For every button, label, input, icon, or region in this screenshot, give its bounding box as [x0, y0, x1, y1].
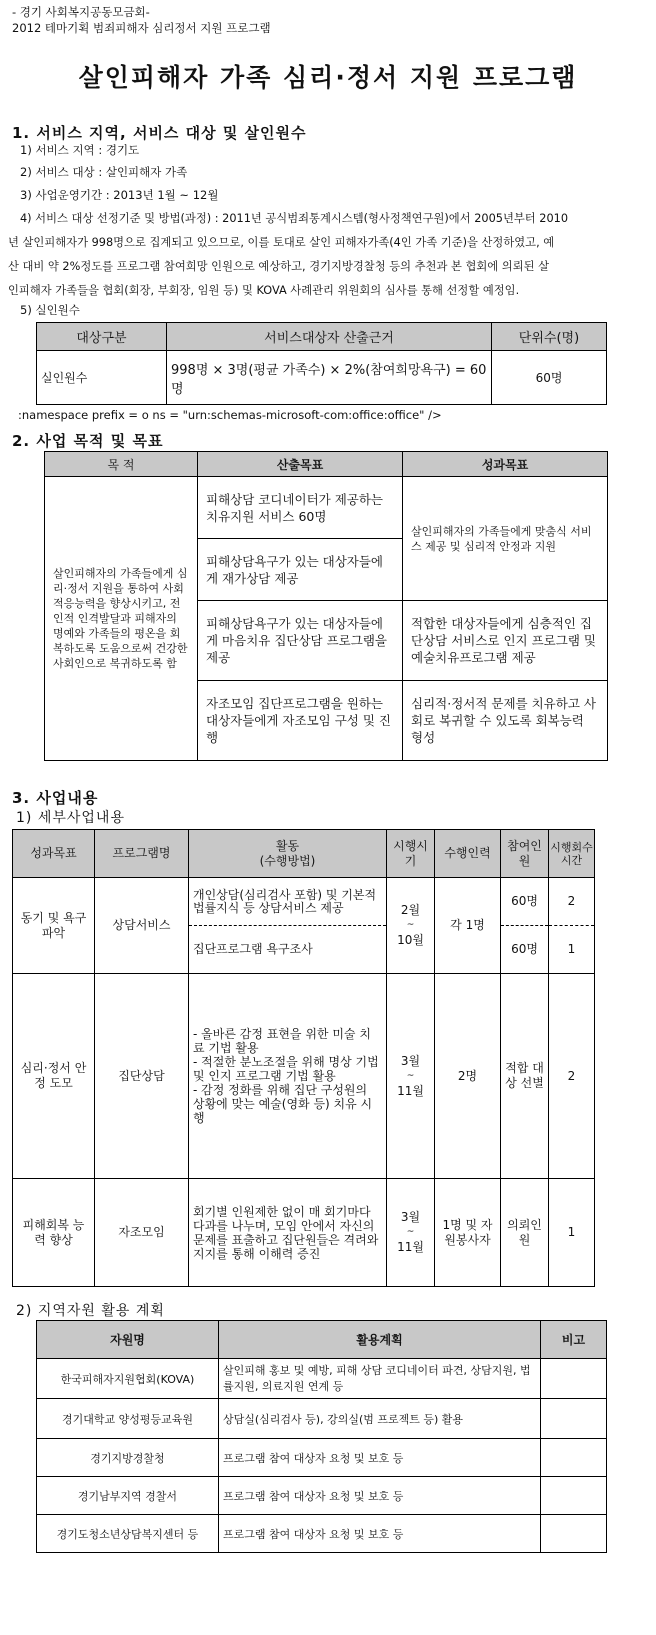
resource-plan: 프로그램 참여 대상자 요청 및 보호 등	[219, 1515, 541, 1553]
staff-cell: 2명	[435, 974, 501, 1179]
activity-cell: 집단프로그램 욕구조사	[189, 926, 387, 974]
output-goal: 피해상담욕구가 있는 대상자들에게 마음치유 집단상담 프로그램을 제공	[198, 601, 403, 681]
header-line-2: 2012 테마기획 범죄피해자 심리정서 지원 프로그램	[12, 21, 271, 35]
resource-name: 경기대학교 양성평등교육원	[37, 1399, 219, 1439]
table-header: 목 적	[45, 452, 198, 477]
table-header: 비고	[541, 1321, 607, 1359]
table-cell: 998명 × 3명(평균 가족수) × 2%(참여희망욕구) = 60명	[167, 351, 492, 405]
time-separator: ~	[406, 1227, 415, 1237]
activity-cell: 개인상담(심리검사 포함) 및 기본적 법률지식 등 상담서비스 제공	[189, 878, 387, 926]
page-title: 살인피해자 가족 심리·정서 지원 프로그램	[78, 63, 578, 92]
people-cell: 60명	[501, 926, 549, 974]
program-table	[12, 829, 595, 1287]
goal-cell: 피해회복 능력 향상	[13, 1179, 95, 1287]
table-header: 자원명	[37, 1321, 219, 1359]
table-header: 성과목표	[13, 830, 95, 878]
resource-plan: 프로그램 참여 대상자 요청 및 보호 등	[219, 1477, 541, 1515]
goals-table	[44, 451, 608, 761]
activity-header: 활동	[275, 838, 300, 853]
table-header: 대상구분	[37, 323, 167, 351]
program-cell: 집단상담	[95, 974, 189, 1179]
section-1-item-4-line: 년 살인피해자가 998명으로 집계되고 있으므로, 이를 토대로 살인 피해자가족(4인 가족 기준)을 산정하였고, 예	[8, 236, 555, 249]
resource-plan: 프로그램 참여 대상자 요청 및 보호 등	[219, 1439, 541, 1477]
time-start: 3월	[400, 1210, 421, 1224]
section-3-sub-1: 1) 세부사업내용	[16, 810, 125, 826]
table-header: 성과목표	[403, 452, 608, 477]
output-goal: 자조모임 집단프로그램을 원하는 대상자들에게 자조모임 구성 및 진행	[198, 681, 403, 761]
resource-name: 경기남부지역 경찰서	[37, 1477, 219, 1515]
section-1-item-4-line: 인피해자 가족들을 협회(회장, 부회장, 임원 등) 및 KOVA 사례관리 위원회의 심사를 통해 선정할 예정임.	[8, 284, 520, 297]
section-1-item-4: 4) 서비스 대상 선정기준 및 방법(과정) : 2011년 공식범죄통계시스템(형사정책연구원)에서 2005년부터 2010	[20, 212, 569, 225]
program-cell: 자조모임	[95, 1179, 189, 1287]
purpose-cell: 살인피해자의 가족들에게 심리·정서 지원을 통하여 사회적응능력을 향상시키고, 전인적 인격발달과 피해자의 명예와 가족들의 평온을 회복하도록 도움으로써 건강한 사회인으로 복귀하도록 함	[45, 477, 198, 761]
time-end: 11월	[397, 1240, 424, 1254]
count-cell: 2	[549, 878, 595, 926]
people-cell: 적합 대상 선별	[501, 974, 549, 1179]
section-2-heading: 2. 사업 목적 및 목표	[12, 432, 164, 450]
table-header: 단위수(명)	[492, 323, 607, 351]
section-1-item: 3) 사업운영기간 : 2013년 1월 ~ 12월	[20, 188, 219, 202]
time-start: 3월	[400, 1053, 421, 1068]
resource-name: 경기도청소년상담복지센터 등	[37, 1515, 219, 1553]
resource-plan: 상담실(심리검사 등), 강의실(범 프로젝트 등) 활용	[219, 1399, 541, 1439]
time-cell	[387, 974, 435, 1179]
table-header: 참여인원	[501, 830, 549, 878]
goal-cell: 심리·정서 안정 도모	[13, 974, 95, 1179]
count-cell: 2	[549, 974, 595, 1179]
table-header	[189, 830, 387, 878]
section-1-item-4-line: 산 대비 약 2%정도를 프로그램 참여희망 인원으로 예상하고, 경기지방경찰청 등의 추천과 본 협회에 의뢰된 살	[8, 260, 550, 273]
resource-plan: 살인피해 홍보 및 예방, 피해 상담 코디네이터 파견, 상담지원, 법률지원, 의료지원 연계 등	[219, 1359, 541, 1399]
table-header: 시행회수시간	[549, 830, 595, 878]
resource-note	[541, 1359, 607, 1399]
time-cell	[387, 878, 435, 974]
table-header: 시행시기	[387, 830, 435, 878]
outcome-goal: 적합한 대상자들에게 심층적인 집단상담 서비스로 인지 프로그램 및 예술치유프로그램 제공	[403, 601, 608, 681]
staff-cell: 각 1명	[435, 878, 501, 974]
output-goal: 피해상담 코디네이터가 제공하는 치유지원 서비스 60명	[198, 477, 403, 539]
outcome-goal: 심리적·정서적 문제를 치유하고 사회로 복귀할 수 있도록 회복능력 형성	[403, 681, 608, 761]
activity-cell: 회기별 인원제한 없이 매 회기마다 다과를 나누며, 모임 안에서 자신의 문제를 표출하고 집단원들은 격려와 지지를 통해 이해력 증진	[189, 1179, 387, 1287]
section-3-heading: 3. 사업내용	[12, 789, 99, 807]
time-separator: ~	[406, 920, 415, 930]
resources-table	[36, 1320, 607, 1553]
program-cell: 상담서비스	[95, 878, 189, 974]
count-cell: 1	[549, 926, 595, 974]
count-cell: 1	[549, 1179, 595, 1287]
table-header: 서비스대상자 산출근거	[167, 323, 492, 351]
activity-cell: - 올바른 감정 표현을 위한 미술 치료 기법 활용 - 적절한 분노조절을 위해 명상 기법 및 인지 프로그램 기법 활용 - 감정 정화를 위해 집단 구성원의 상황에 맞는 예술(영화 등) 치유 시행	[189, 974, 387, 1179]
table-header: 활용계획	[219, 1321, 541, 1359]
section-1-item: 2) 서비스 대상 : 살인피해자 가족	[20, 165, 188, 179]
resource-note	[541, 1515, 607, 1553]
headcount-table	[36, 322, 607, 405]
table-header: 수행인력	[435, 830, 501, 878]
table-cell: 실인원수	[37, 351, 167, 405]
section-3-sub-2: 2) 지역자원 활용 계획	[16, 1303, 165, 1319]
resource-note	[541, 1399, 607, 1439]
table-header: 프로그램명	[95, 830, 189, 878]
section-1-item-5: 5) 실인원수	[20, 303, 80, 317]
time-cell	[387, 1179, 435, 1287]
people-cell: 60명	[501, 878, 549, 926]
resource-name: 한국피해자지원협회(KOVA)	[37, 1359, 219, 1399]
activity-header-sub: (수행방법)	[259, 853, 316, 868]
table-cell: 60명	[492, 351, 607, 405]
section-1-heading: 1. 서비스 지역, 서비스 대상 및 살인원수	[12, 124, 307, 142]
staff-cell: 1명 및 자원봉사자	[435, 1179, 501, 1287]
time-end: 10월	[397, 933, 424, 947]
resource-note	[541, 1439, 607, 1477]
resource-note	[541, 1477, 607, 1515]
section-1-item: 1) 서비스 지역 : 경기도	[20, 143, 140, 157]
header-line-1: - 경기 사회복지공동모금회-	[12, 5, 150, 19]
namespace-note: :namespace prefix = o ns = "urn:schemas-microsoft-com:office:office" />	[18, 408, 442, 422]
goal-cell: 동기 및 욕구 파악	[13, 878, 95, 974]
time-start: 2월	[400, 903, 421, 917]
resource-name: 경기지방경찰청	[37, 1439, 219, 1477]
time-end: 11월	[397, 1083, 424, 1098]
output-goal: 피해상담욕구가 있는 대상자들에게 재가상담 제공	[198, 539, 403, 601]
people-cell: 의뢰인원	[501, 1179, 549, 1287]
table-header: 산출목표	[198, 452, 403, 477]
outcome-goal: 살인피해자의 가족들에게 맞춤식 서비스 제공 및 심리적 안정과 지원	[403, 477, 608, 601]
time-separator: ~	[406, 1070, 415, 1081]
